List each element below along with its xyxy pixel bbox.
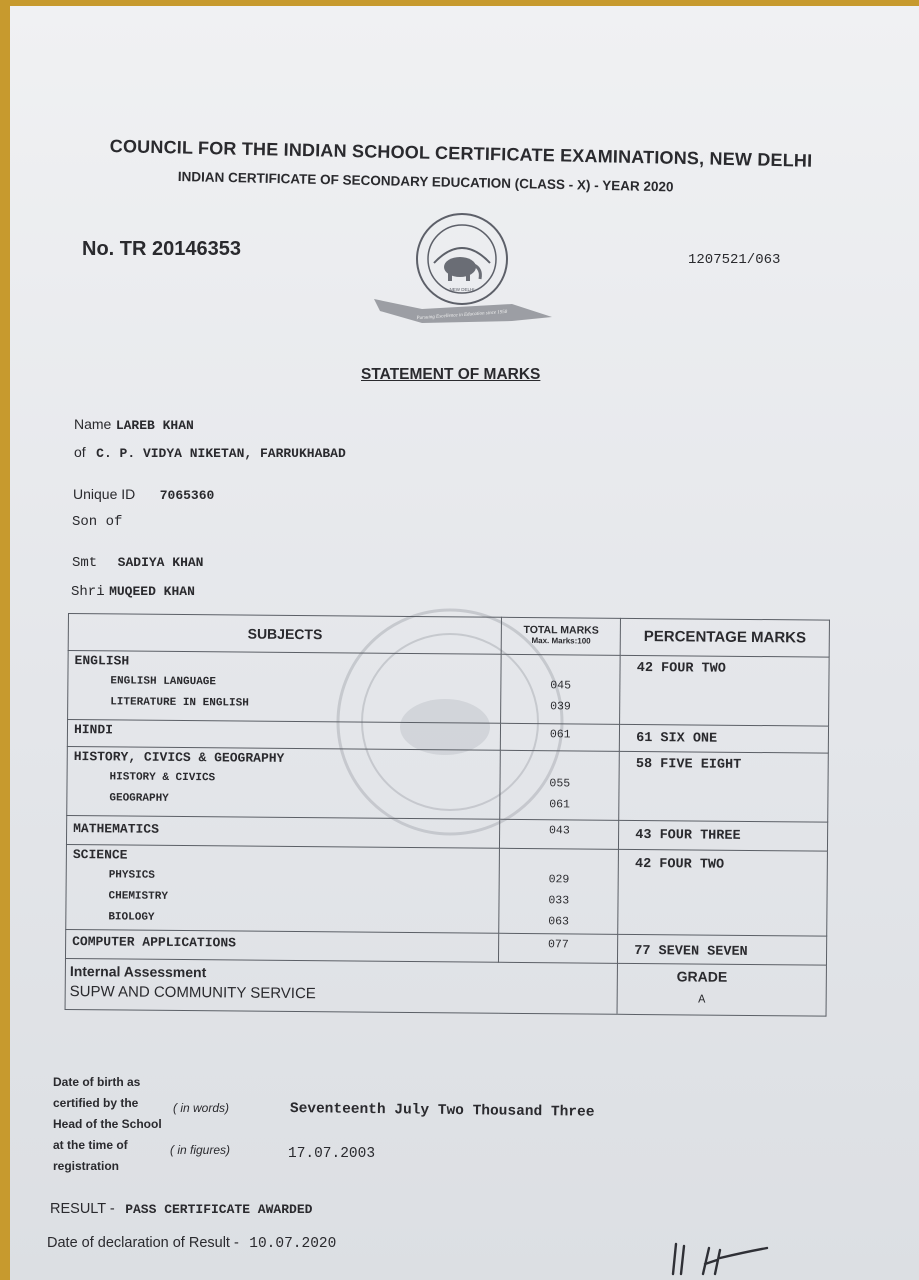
marks-physics: 029	[548, 873, 570, 887]
dob-words: Seventeenth July Two Thousand Three	[289, 1101, 595, 1121]
col-max-label: Max. Marks:100	[531, 636, 591, 646]
subject-computer: COMPUTER APPLICATIONS	[72, 934, 237, 951]
marks-literature: 039	[550, 700, 571, 714]
pct-hcg: 58 FIVE EIGHT	[635, 756, 742, 773]
subject-mathematics: MATHEMATICS	[73, 821, 160, 837]
subsubject-chemistry: CHEMISTRY	[108, 890, 169, 903]
table-row	[68, 651, 830, 727]
supw-label: SUPW AND COMMUNITY SERVICE	[69, 983, 316, 1003]
exam-subheading: INDIAN CERTIFICATE OF SECONDARY EDUCATION (CLASS - X) - YEAR 2020	[177, 169, 674, 195]
emblem-motto: Pursuing Excellence in Education since 1958	[416, 309, 508, 322]
result-row	[50, 1200, 312, 1218]
dob-label-1: Date of birth as	[53, 1075, 141, 1089]
marks-chemistry: 033	[548, 894, 570, 908]
school-name: C. P. VIDYA NIKETAN, FARRUKHABAD	[96, 446, 346, 461]
council-heading: COUNCIL FOR THE INDIAN SCHOOL CERTIFICATE EXAMINATIONS, NEW DELHI	[109, 136, 813, 171]
council-emblem-icon	[362, 211, 562, 331]
marks-table	[65, 613, 830, 1017]
signature-icon	[665, 1234, 775, 1280]
result-value: PASS CERTIFICATE AWARDED	[125, 1202, 313, 1217]
pct-mathematics: 43 FOUR THREE	[635, 827, 741, 844]
emblem-city: NEW DELHI	[449, 287, 475, 292]
grade-value: A	[698, 992, 706, 1007]
mother-label: Smt	[72, 555, 98, 571]
col-total-label: TOTAL MARKS	[523, 623, 599, 637]
marks-mathematics: 043	[548, 824, 570, 838]
marks-computer: 077	[547, 938, 569, 952]
mother-row	[72, 553, 204, 571]
tr-number: No. TR 20146353	[82, 238, 241, 260]
pct-science: 42 FOUR TWO	[634, 856, 725, 873]
father-row	[71, 582, 195, 600]
unique-id: 7065360	[159, 488, 215, 503]
declaration-date: 10.07.2020	[249, 1236, 337, 1252]
subsubject-geography: GEOGRAPHY	[109, 792, 169, 805]
col-percentage: PERCENTAGE MARKS	[620, 618, 829, 657]
subsubject-physics: PHYSICS	[108, 869, 155, 882]
figures-hint: ( in figures)	[170, 1143, 231, 1157]
table-row	[65, 958, 826, 1016]
pct-hindi: 61 SIX ONE	[636, 730, 718, 747]
uid-label: Unique ID	[73, 486, 136, 502]
father-label: Shri	[71, 584, 105, 600]
grade-label: GRADE	[676, 968, 728, 985]
pct-english: 42 FOUR TWO	[636, 660, 726, 677]
subsubject-english-language: ENGLISH LANGUAGE	[110, 675, 217, 689]
subsubject-biology: BIOLOGY	[108, 911, 155, 924]
subject-hindi: HINDI	[73, 722, 114, 738]
dob-label-3: Head of the School	[53, 1117, 162, 1131]
mother-name: SADIYA KHAN	[117, 555, 204, 570]
marks-biology: 063	[548, 915, 570, 929]
relation-label: Son of	[72, 514, 123, 530]
statement-title: STATEMENT OF MARKS	[361, 366, 541, 383]
subsubject-history-civics: HISTORY & CIVICS	[109, 771, 216, 785]
marks-hindi: 061	[549, 728, 571, 742]
result-label: RESULT -	[50, 1201, 115, 1217]
student-name: LAREB KHAN	[115, 418, 194, 433]
dob-label-5: registration	[53, 1159, 120, 1173]
col-total	[502, 617, 621, 655]
table-row	[67, 746, 829, 822]
subject-english: ENGLISH	[74, 653, 130, 669]
words-hint: ( in words)	[173, 1101, 230, 1115]
dob-label-2: certified by the	[53, 1096, 139, 1110]
dob-label-4: at the time of	[53, 1138, 128, 1152]
pct-computer: 77 SEVEN SEVEN	[634, 943, 748, 960]
name-row	[74, 416, 194, 434]
marks-english-language: 045	[550, 679, 572, 693]
table-row	[66, 844, 828, 936]
col-subjects: SUBJECTS	[68, 614, 502, 655]
school-row	[74, 444, 346, 462]
father-name: MUQEED KHAN	[109, 584, 195, 599]
internal-assessment-label: Internal Assessment	[69, 963, 207, 981]
declaration-row	[47, 1234, 336, 1252]
certificate-paper	[10, 6, 919, 1280]
uid-row	[73, 486, 214, 504]
declaration-label: Date of declaration of Result -	[47, 1235, 239, 1251]
reference-number: 1207521/063	[688, 252, 781, 268]
subject-hcg: HISTORY, CIVICS & GEOGRAPHY	[73, 749, 285, 766]
name-label: Name	[74, 416, 112, 432]
of-label: of	[74, 444, 86, 460]
dob-label-block	[53, 1072, 162, 1177]
marks-history-civics: 055	[549, 777, 571, 791]
dob-figures: 17.07.2003	[288, 1146, 376, 1162]
subsubject-literature: LITERATURE IN ENGLISH	[110, 696, 249, 710]
marks-geography: 061	[549, 798, 571, 812]
subject-science: SCIENCE	[72, 847, 128, 863]
